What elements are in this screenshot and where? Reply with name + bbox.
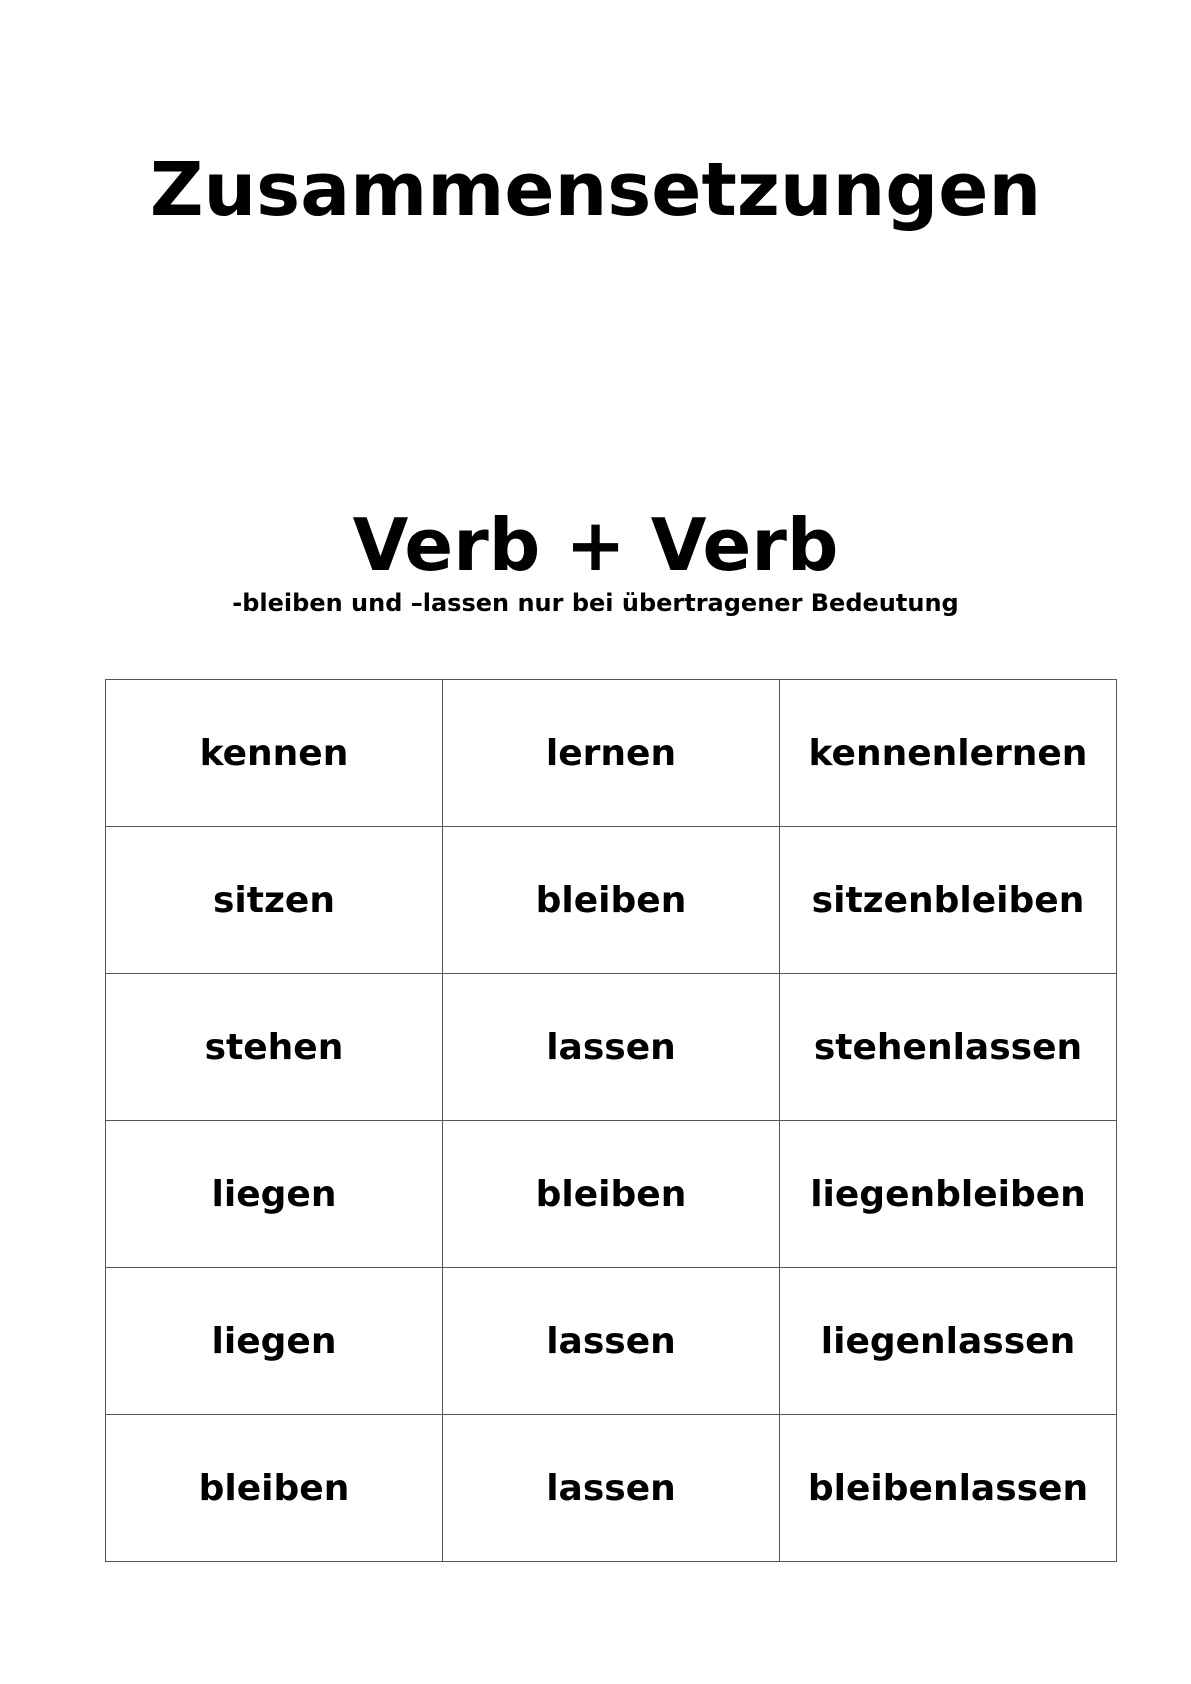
table-row — [106, 680, 1117, 827]
first-verb-cell: liegen — [106, 1268, 443, 1415]
second-verb-cell: lassen — [443, 974, 780, 1121]
section-subtitle: -bleiben und –lassen nur bei übertragener Bedeutung — [232, 589, 959, 617]
table-row — [106, 1268, 1117, 1415]
second-verb-cell: bleiben — [443, 1121, 780, 1268]
table-row — [106, 1415, 1117, 1562]
compound-verb-cell: sitzenbleiben — [780, 827, 1117, 974]
compound-verb-table — [105, 679, 1117, 1562]
compound-verb-cell: stehenlassen — [780, 974, 1117, 1121]
page-title: Zusammensetzungen — [149, 147, 1042, 233]
table-row — [106, 1121, 1117, 1268]
second-verb-cell: lassen — [443, 1415, 780, 1562]
compound-verb-cell: kennenlernen — [780, 680, 1117, 827]
first-verb-cell: liegen — [106, 1121, 443, 1268]
second-verb-cell: lernen — [443, 680, 780, 827]
first-verb-cell: stehen — [106, 974, 443, 1121]
second-verb-cell: bleiben — [443, 827, 780, 974]
table-row — [106, 827, 1117, 974]
first-verb-cell: bleiben — [106, 1415, 443, 1562]
table-row — [106, 974, 1117, 1121]
compound-verb-cell: bleibenlassen — [780, 1415, 1117, 1562]
compound-verb-cell: liegenbleiben — [780, 1121, 1117, 1268]
first-verb-cell: sitzen — [106, 827, 443, 974]
compound-verb-cell: liegenlassen — [780, 1268, 1117, 1415]
first-verb-cell: kennen — [106, 680, 443, 827]
section-title: Verb + Verb — [352, 503, 839, 587]
second-verb-cell: lassen — [443, 1268, 780, 1415]
